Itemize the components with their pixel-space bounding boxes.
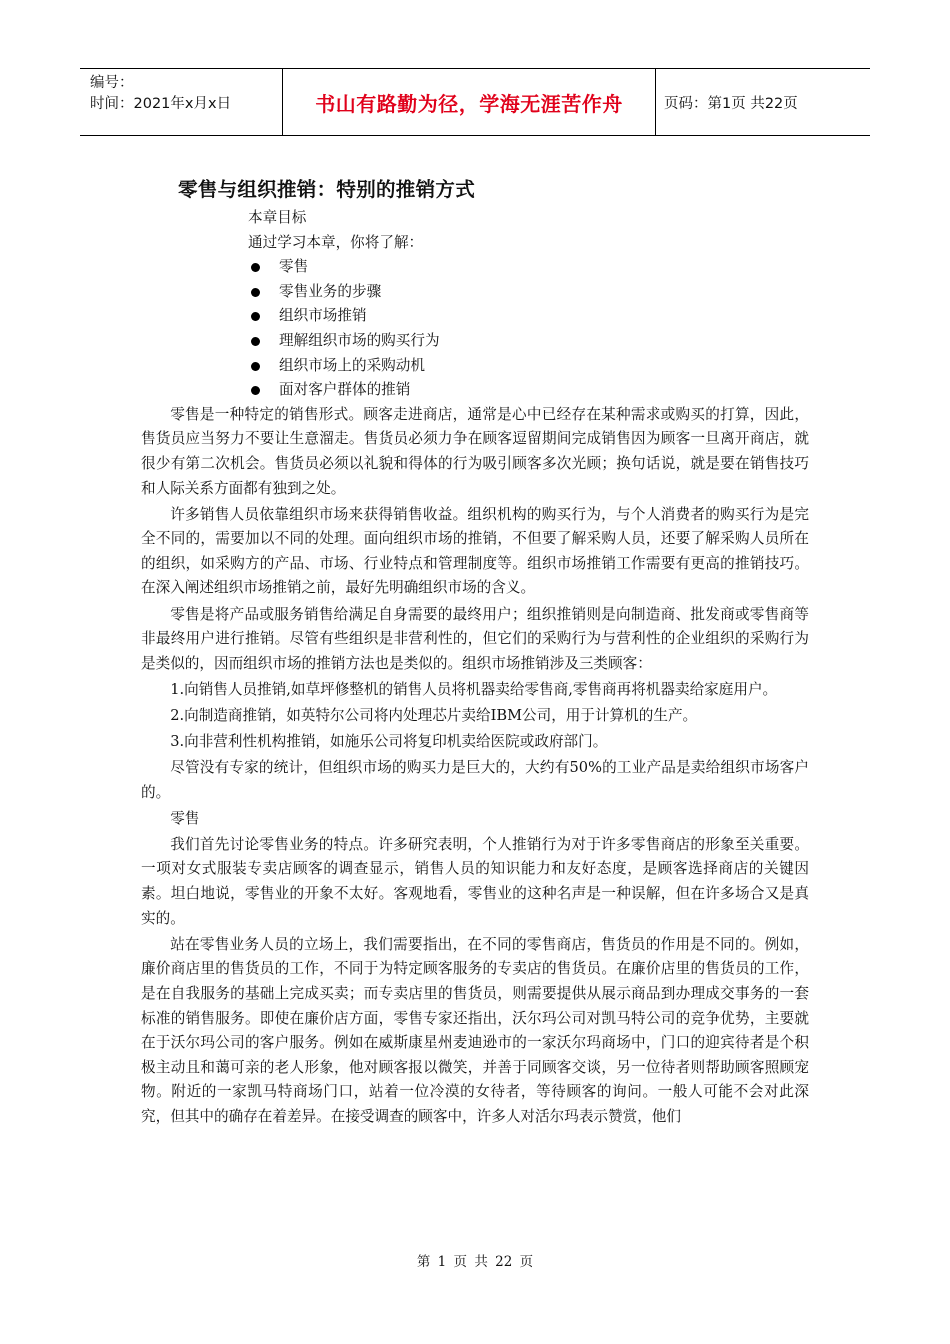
header-page-info: 页码：第1页 共22页 (664, 95, 798, 112)
list-paragraph: 2.向制造商推销，如英特尔公司将内处理芯片卖给IBM公司，用于计算机的生产。 (170, 706, 698, 724)
bullet-item: 理解组织市场的购买行为 (141, 329, 809, 354)
body-paragraph: 零售是一种特定的销售形式。顾客走进商店，通常是心中已经存在某种需求或购买的打算，因此，售货员应当努力不要让生意溜走。售货员必须力争在顾客逗留期间完成销售因为顾客一旦离开商店，就很少有第二次机会。售货员必须以礼貌和得体的行为吸引顾客多次光顾；换句话说，就是要在销售技巧和人际关系方面都有独到之处。 (141, 405, 809, 497)
document-date: 时间：2021年x月x日 (90, 96, 232, 112)
header-motto: 书山有路勤为径，学海无涯苦作舟 (282, 69, 656, 135)
bullet-item: 组织市场上的采购动机 (141, 354, 809, 379)
document-body (141, 206, 809, 1131)
bullet-dot-icon (251, 386, 260, 395)
body-paragraph: 零售是将产品或服务销售给满足自身需要的最终用户；组织推销则是向制造商、批发商或零售商等非最终用户进行推销。尽管有些组织是非营利性的，但它们的采购行为与营利性的企业组织的采购行为是类似的，因而组织市场的推销方法也是类似的。组织市场推销涉及三类顾客： (141, 605, 809, 672)
body-paragraph: 站在零售业务人员的立场上，我们需要指出，在不同的零售商店，售货员的作用是不同的。例如，廉价商店里的售货员的工作，不同于为特定顾客服务的专卖店的售货员。在廉价店里的售货员的工作，是在自我服务的基础上完成买卖；而专卖店里的售货员，则需要提供从展示商品到办理成交事务的一套标准的销售服务。即使在廉价店方面，零售专家还指出，沃尔玛公司对凯马特公司的竞争优势，主要就在于沃尔玛公司的客户服务。例如在威斯康星州麦迪逊市的一家沃尔玛商场中，门口的迎宾待者是个积极主动且和蔼可亲的老人形象，他对顾客报以微笑，并善于同顾客交谈，另一位待者则帮助顾客照顾宠物。附近的一家凯马特商场门口，站着一位冷漠的女待者，等待顾客的询问。一般人可能不会对此深究，但其中的确存在着差异。在接受调查的顾客中，许多人对活尔玛表示赞赏，他们 (141, 935, 809, 1125)
bullet-dot-icon (251, 263, 260, 272)
body-paragraph: 尽管没有专家的统计，但组织市场的购买力是巨大的，大约有50%的工业产品是卖给组织市场客户的。 (141, 759, 809, 801)
bullet-item: 组织市场推销 (141, 304, 809, 329)
body-paragraph: 许多销售人员依靠组织市场来获得销售收益。组织机构的购买行为，与个人消费者的购买行为是完全不同的，需要加以不同的处理。面向组织市场的推销，不但要了解采购人员，还要了解采购人员所在的组织，如采购方的产品、市场、行业特点和管理制度等。组织市场推销工作需要有更高的推销技巧。在深入阐述组织市场推销之前，最好先明确组织市场的含义。 (141, 505, 809, 597)
section-heading: 零售 (170, 809, 200, 827)
chapter-goal-heading: 本章目标 (248, 209, 307, 226)
list-paragraph: 1.向销售人员推销,如草坪修整机的销售人员将机器卖给零售商,零售商再将机器卖给家庭用户。 (170, 680, 778, 698)
list-paragraph: 3.向非营利性机构推销，如施乐公司将复印机卖给医院或政府部门。 (170, 732, 608, 750)
bullet-dot-icon (251, 288, 260, 297)
bullet-item: 零售 (141, 255, 809, 280)
goal-bullet-list (141, 255, 809, 403)
bullet-item: 面对客户群体的推销 (141, 378, 809, 403)
page-footer: 第 1 页 共 22 页 (416, 1254, 534, 1270)
bullet-dot-icon (251, 362, 260, 371)
header-meta (80, 69, 282, 135)
page-header (80, 68, 870, 136)
document-number-label: 编号： (90, 75, 134, 91)
bullet-dot-icon (251, 337, 260, 346)
document-title: 零售与组织推销：特别的推销方式 (178, 178, 476, 201)
bullet-item: 零售业务的步骤 (141, 280, 809, 305)
chapter-intro: 通过学习本章，你将了解： (248, 233, 424, 251)
body-paragraph: 我们首先讨论零售业务的特点。许多研究表明，个人推销行为对于许多零售商店的形象至关重要。一项对女式服装专卖店顾客的调查显示，销售人员的知识能力和友好态度，是顾客选择商店的关键因素。坦白地说，零售业的开象不太好。客观地看，零售业的这种名声是一种误解，但在许多场合又是真实的。 (141, 835, 809, 927)
bullet-dot-icon (251, 312, 260, 321)
